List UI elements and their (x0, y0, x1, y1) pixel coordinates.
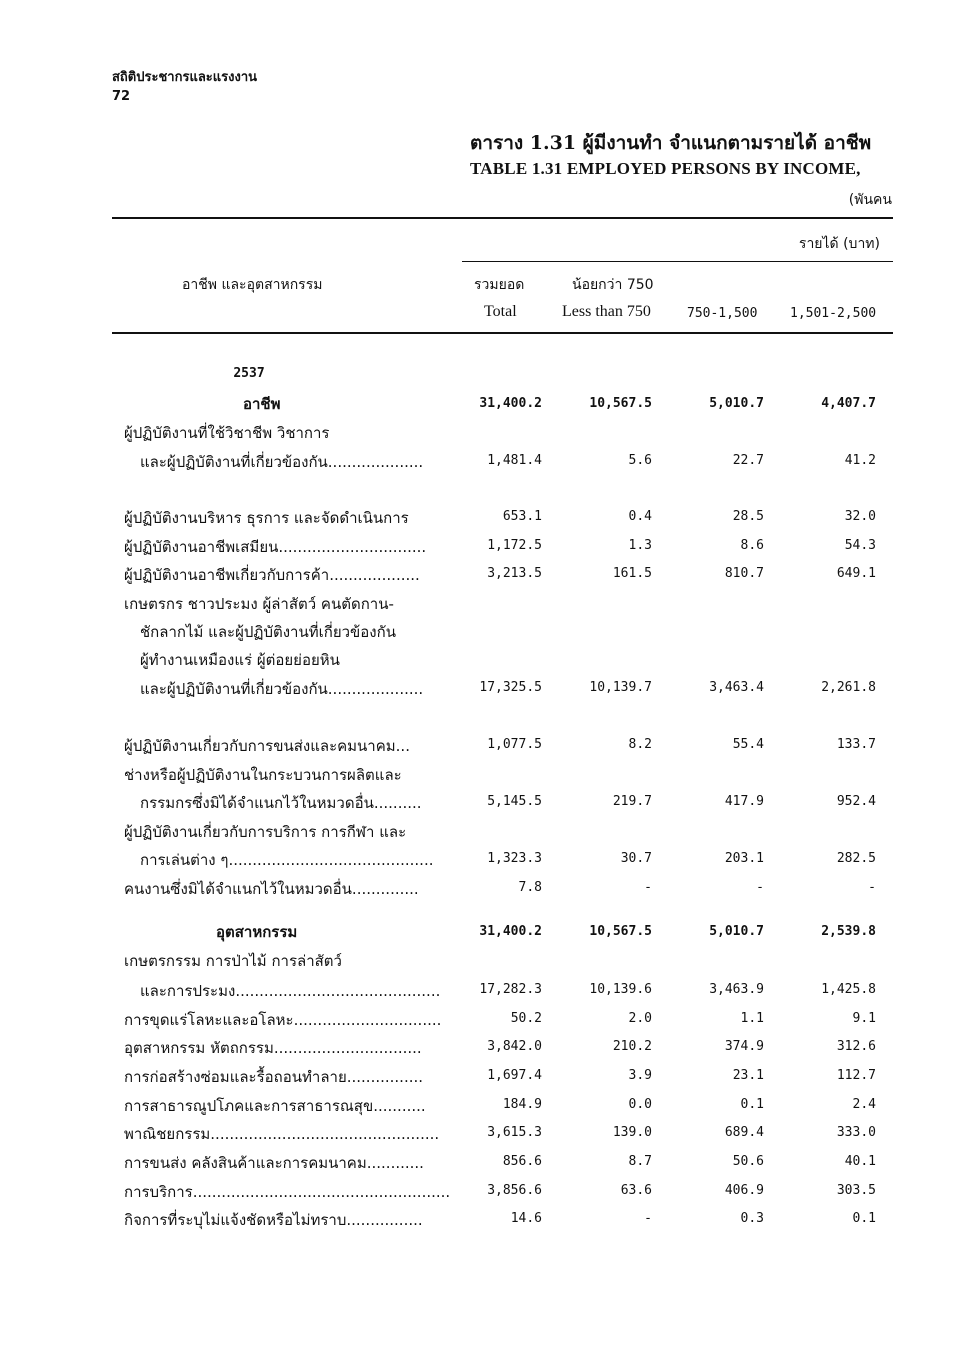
total-header-thai: รวมยอด (474, 277, 525, 293)
occupation-row-label: ผู้ปฏิบัติงานบริหาร ธุรการ และจัดดำเนินการ (124, 509, 409, 527)
table-cell: 810.7 (724, 566, 764, 581)
table-cell: 2.0 (628, 1011, 652, 1026)
col-750-1500-header: 750-1,500 (687, 306, 758, 321)
col-1501-2500-header: 1,501-2,500 (790, 306, 877, 321)
table-cell: 0.1 (740, 1097, 764, 1112)
table-cell: - (756, 880, 764, 895)
table-title-thai: ตาราง 1.31 ผู้มีงานทำ จำแนกตามรายได้ อาชีพ (470, 132, 872, 154)
table-cell: 333.0 (836, 1125, 876, 1140)
industry-row-label: การขนส่ง คลังสินค้าและการคมนาคม............ (124, 1154, 424, 1172)
industry-row-label: กิจการที่ระบุไม่แจ้งชัดหรือไม่ทราบ................ (124, 1211, 423, 1229)
occupation-total-all: 31,400.2 (479, 396, 542, 411)
table-cell: 1,077.5 (487, 737, 542, 752)
table-cell: 5,145.5 (487, 794, 542, 809)
table-cell: 22.7 (732, 453, 764, 468)
table-cell: 5.6 (628, 453, 652, 468)
occupation-row-label: ผู้ปฏิบัติงานอาชีพเกี่ยวกับการค้า................... (124, 566, 420, 584)
occupation-row-label: ผู้ปฏิบัติงานเกี่ยวกับการขนส่งและคมนาคม... (124, 737, 410, 755)
table-cell: 14.6 (510, 1211, 542, 1226)
table-cell: 1,697.4 (487, 1068, 542, 1083)
table-cell: 8.6 (740, 538, 764, 553)
table-cell: 210.2 (612, 1039, 652, 1054)
table-cell: 1.3 (628, 538, 652, 553)
occupation-row-label: และผู้ปฏิบัติงานที่เกี่ยวข้องกัน.................... (140, 680, 424, 698)
table-cell: 0.1 (852, 1211, 876, 1226)
header-bottom-rule (112, 332, 893, 334)
table-cell: 23.1 (732, 1068, 764, 1083)
total-header-english: Total (484, 303, 517, 320)
table-cell: 30.7 (620, 851, 652, 866)
table-cell: - (644, 880, 652, 895)
table-cell: 7.8 (518, 880, 542, 895)
table-cell: 3,463.4 (709, 680, 764, 695)
table-cell: 133.7 (836, 737, 876, 752)
table-cell: 417.9 (724, 794, 764, 809)
income-header-rule (462, 261, 893, 262)
occupation-row-label: ผู้ปฏิบัติงานอาชีพเสมียน............................... (124, 538, 427, 556)
industry-row-label: และการประมง........................................... (140, 982, 441, 1000)
table-cell: 50.6 (732, 1154, 764, 1169)
income-group-header: รายได้ (บาท) (798, 236, 880, 252)
table-cell: 50.2 (510, 1011, 542, 1026)
lt750-header-thai: น้อยกว่า 750 (572, 277, 654, 293)
industry-heading: อุตสาหกรรม (216, 923, 298, 941)
table-cell: 17,325.5 (479, 680, 542, 695)
table-cell: 649.1 (836, 566, 876, 581)
table-cell: 28.5 (732, 509, 764, 524)
table-cell: 1,481.4 (487, 453, 542, 468)
table-cell: 0.4 (628, 509, 652, 524)
table-cell: 1,425.8 (821, 982, 876, 997)
table-cell: 312.6 (836, 1039, 876, 1054)
table-cell: 3,463.9 (709, 982, 764, 997)
table-cell: 112.7 (836, 1068, 876, 1083)
table-cell: 219.7 (612, 794, 652, 809)
year-label: 2537 (233, 366, 265, 381)
table-cell: 17,282.3 (479, 982, 542, 997)
industry-total-lt750: 10,567.5 (589, 924, 652, 939)
table-cell: 1,172.5 (487, 538, 542, 553)
industry-row-label: พาณิชยกรรม................................................ (124, 1125, 440, 1143)
table-cell: 63.6 (620, 1183, 652, 1198)
table-top-rule (112, 217, 893, 219)
occupation-row-label: ผู้ทำงานเหมืองแร่ ผู้ต่อยย่อยหิน (140, 651, 340, 669)
occupation-row-label: ช่างหรือผู้ปฏิบัติงานในกระบวนการผลิตและ (124, 766, 402, 784)
table-cell: 374.9 (724, 1039, 764, 1054)
table-cell: 2,261.8 (821, 680, 876, 695)
unit-label: (พันคน (848, 192, 892, 208)
table-cell: 1,323.3 (487, 851, 542, 866)
table-cell: 161.5 (612, 566, 652, 581)
table-cell: 0.0 (628, 1097, 652, 1112)
table-cell: 689.4 (724, 1125, 764, 1140)
book-title: สถิติประชากรและแรงงาน (112, 70, 258, 85)
occupation-total-1501-2500: 4,407.7 (821, 396, 876, 411)
table-cell: - (868, 880, 876, 895)
industry-total-750-1500: 5,010.7 (709, 924, 764, 939)
occupation-total-750-1500: 5,010.7 (709, 396, 764, 411)
table-cell: 282.5 (836, 851, 876, 866)
table-cell: 406.9 (724, 1183, 764, 1198)
table-cell: 3.9 (628, 1068, 652, 1083)
table-cell: 8.2 (628, 737, 652, 752)
table-cell: 952.4 (836, 794, 876, 809)
industry-row-label: การขุดแร่โลหะและอโลหะ............................... (124, 1011, 442, 1029)
occupation-row-label: คนงานซึ่งมิได้จำแนกไว้ในหมวดอื่น.............. (124, 880, 419, 898)
table-cell: 32.0 (844, 509, 876, 524)
industry-total-all: 31,400.2 (479, 924, 542, 939)
industry-row-label: การสาธารณูปโภคและการสาธารณสุข........... (124, 1097, 426, 1115)
table-cell: 303.5 (836, 1183, 876, 1198)
table-cell: 856.6 (502, 1154, 542, 1169)
table-cell: 1.1 (740, 1011, 764, 1026)
lt750-header-english: Less than 750 (562, 303, 651, 320)
table-cell: 3,213.5 (487, 566, 542, 581)
occupation-row-label: ผู้ปฏิบัติงานเกี่ยวกับการบริการ การกีฬา และ (124, 823, 407, 841)
table-cell: 9.1 (852, 1011, 876, 1026)
table-cell: 54.3 (844, 538, 876, 553)
occupation-row-label: ชักลากไม้ และผู้ปฏิบัติงานที่เกี่ยวข้องกัน (140, 623, 396, 641)
table-cell: 139.0 (612, 1125, 652, 1140)
table-cell: 40.1 (844, 1154, 876, 1169)
industry-row-label: การก่อสร้างซ่อมและรื้อถอนทำลาย................ (124, 1068, 424, 1086)
table-cell: 184.9 (502, 1097, 542, 1112)
industry-total-1501-2500: 2,539.8 (821, 924, 876, 939)
table-cell: 8.7 (628, 1154, 652, 1169)
table-cell: 3,842.0 (487, 1039, 542, 1054)
row-header: อาชีพ และอุตสาหกรรม (182, 277, 323, 293)
table-cell: 2.4 (852, 1097, 876, 1112)
table-title-english: TABLE 1.31 EMPLOYED PERSONS BY INCOME, (470, 159, 861, 178)
table-cell: 0.3 (740, 1211, 764, 1226)
table-cell: 55.4 (732, 737, 764, 752)
industry-row-label: อุตสาหกรรม หัตถกรรม............................... (124, 1039, 422, 1057)
table-cell: - (644, 1211, 652, 1226)
table-cell: 653.1 (502, 509, 542, 524)
table-cell: 10,139.7 (589, 680, 652, 695)
occupation-row-label: เกษตรกร ชาวประมง ผู้ล่าสัตว์ คนตัดกาน- (124, 595, 394, 613)
industry-row-label: การบริการ...................................................... (124, 1183, 451, 1201)
occupation-row-label: ผู้ปฏิบัติงานที่ใช้วิชาชีพ วิชาการ (124, 424, 330, 442)
industry-row-label: เกษตรกรรม การป่าไม้ การล่าสัตว์ (124, 952, 342, 970)
occupation-row-label: และผู้ปฏิบัติงานที่เกี่ยวข้องกัน.................... (140, 453, 424, 471)
occupation-total-lt750: 10,567.5 (589, 396, 652, 411)
page-number: 72 (112, 89, 131, 104)
occupation-row-label: การเล่นต่าง ๆ........................................... (140, 851, 434, 869)
occupation-row-label: กรรมกรซึ่งมิได้จำแนกไว้ในหมวดอื่น.......... (140, 794, 422, 812)
occupation-heading: อาชีพ (243, 395, 281, 413)
table-cell: 203.1 (724, 851, 764, 866)
table-cell: 10,139.6 (589, 982, 652, 997)
table-cell: 3,615.3 (487, 1125, 542, 1140)
table-cell: 41.2 (844, 453, 876, 468)
table-cell: 3,856.6 (487, 1183, 542, 1198)
